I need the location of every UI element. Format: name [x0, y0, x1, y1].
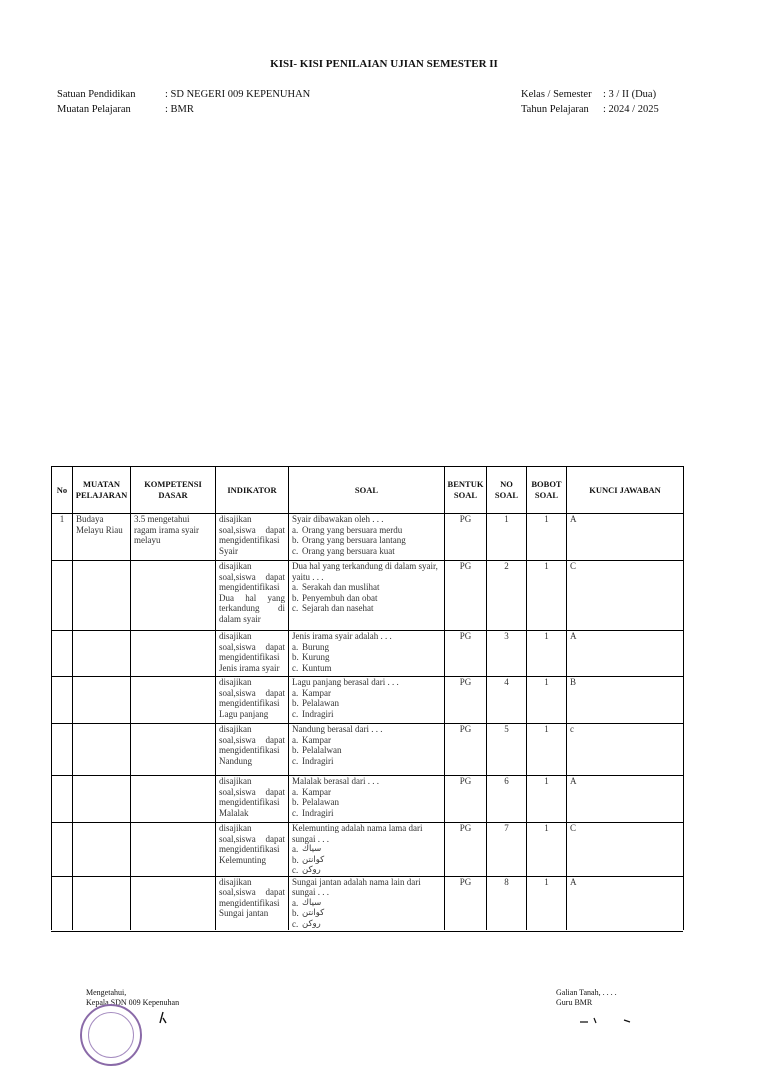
header-bentuk: BENTUK SOAL — [445, 467, 487, 514]
table-row — [52, 724, 684, 776]
school-stamp — [80, 1004, 142, 1066]
answer-option — [292, 808, 441, 819]
meta-value: : BMR — [165, 104, 194, 115]
option-letter: a. — [292, 582, 299, 592]
cell-muatan: Budaya Melayu Riau — [73, 514, 131, 561]
answer-option — [292, 663, 441, 674]
cell-kunci: A — [567, 776, 684, 823]
meta-label: Kelas / Semester — [521, 89, 592, 100]
cell-muatan — [73, 724, 131, 776]
answer-option — [292, 735, 441, 746]
cell-bentuk: PG — [445, 631, 487, 677]
table-header-row — [52, 467, 684, 514]
meta-right — [521, 87, 659, 117]
cell-bobot: 1 — [527, 677, 567, 724]
cell-muatan — [73, 561, 131, 631]
cell-bobot: 1 — [527, 724, 567, 776]
option-text: سياك — [302, 844, 322, 854]
option-text: كوانتن — [302, 908, 325, 918]
answer-option — [292, 898, 441, 909]
meta-row-tahun — [521, 102, 659, 117]
cell-kompetensi — [131, 724, 216, 776]
meta-label: Satuan Pendidikan — [57, 89, 136, 100]
cell-no: 1 — [52, 514, 73, 561]
cell-soal — [289, 823, 445, 877]
option-text: Sejarah dan nasehat — [302, 603, 374, 613]
cell-no — [52, 631, 73, 677]
answer-option — [292, 709, 441, 720]
cell-bobot: 1 — [527, 823, 567, 877]
table-row — [52, 514, 684, 561]
cell-bentuk: PG — [445, 776, 487, 823]
cell-nosoal: 2 — [487, 561, 527, 631]
header-indikator: INDIKATOR — [216, 467, 289, 514]
option-letter: b. — [292, 535, 299, 545]
option-letter: b. — [292, 854, 299, 865]
cell-soal — [289, 677, 445, 724]
cell-muatan — [73, 823, 131, 877]
meta-label: Tahun Pelajaran — [521, 104, 589, 115]
option-text: روكن — [302, 865, 321, 875]
question-text: Kelemunting adalah nama lama dari sungai . . . — [292, 823, 423, 844]
option-letter: a. — [292, 734, 299, 745]
answer-option — [292, 652, 441, 663]
option-letter: a. — [292, 524, 299, 535]
answer-option — [292, 546, 441, 557]
table-row — [52, 776, 684, 823]
question-text: Dua hal yang terkandung di dalam syair, yaitu . . . — [292, 561, 438, 582]
option-text: Penyembuh dan obat — [302, 592, 378, 603]
option-text: كوانتن — [302, 854, 325, 865]
cell-soal — [289, 514, 445, 561]
meta-row-satuan — [57, 87, 310, 102]
cell-no — [52, 677, 73, 724]
option-text: Pelalawan — [302, 797, 339, 807]
table-row — [52, 561, 684, 631]
answer-option — [292, 525, 441, 536]
cell-kunci: A — [567, 876, 684, 930]
option-letter: c. — [292, 865, 299, 875]
answer-option — [292, 688, 441, 699]
option-text: Indragiri — [302, 708, 334, 719]
cell-nosoal: 7 — [487, 823, 527, 877]
cell-kunci: A — [567, 631, 684, 677]
answer-option — [292, 603, 441, 614]
cell-bobot: 1 — [527, 631, 567, 677]
cell-nosoal: 4 — [487, 677, 527, 724]
header-kunci: KUNCI JAWABAN — [567, 467, 684, 514]
cell-nosoal: 6 — [487, 776, 527, 823]
option-letter: c. — [292, 755, 299, 766]
cell-no — [52, 876, 73, 930]
cell-muatan — [73, 677, 131, 724]
meta-left — [57, 87, 310, 117]
cell-indikator: disajikan soal,siswa dapat mengidentifikasi Dua hal yang terkandung di dalam syair — [216, 561, 289, 631]
cell-soal — [289, 776, 445, 823]
header-bobot: BOBOT SOAL — [527, 467, 567, 514]
cell-bentuk: PG — [445, 677, 487, 724]
option-letter: a. — [292, 687, 299, 698]
cell-kompetensi — [131, 677, 216, 724]
table-cut-line — [51, 931, 683, 932]
cell-soal — [289, 724, 445, 776]
cell-kunci: B — [567, 677, 684, 724]
option-letter: b. — [292, 652, 299, 662]
sign-right-line1: Galian Tanah, . . . . — [556, 988, 617, 997]
meta-row-muatan — [57, 102, 310, 117]
header-muatan: MUATAN PELAJARAN — [73, 467, 131, 514]
option-letter: a. — [292, 641, 299, 652]
option-text: سياك — [302, 897, 322, 908]
table-body — [52, 514, 684, 931]
cell-kompetensi — [131, 876, 216, 930]
sign-left-line1: Mengetahui, — [86, 988, 127, 997]
cell-soal — [289, 561, 445, 631]
option-letter: b. — [292, 745, 299, 755]
cell-kompetensi: 3.5 mengetahui ragam irama syair melayu — [131, 514, 216, 561]
cell-indikator: disajikan soal,siswa dapat mengidentifikasi Syair — [216, 514, 289, 561]
option-letter: c. — [292, 603, 299, 613]
signature-right — [556, 988, 617, 1008]
cell-no — [52, 724, 73, 776]
option-letter: b. — [292, 908, 299, 918]
option-letter: b. — [292, 797, 299, 807]
kisi-table-wrapper — [51, 466, 684, 932]
meta-value: : 2024 / 2025 — [603, 104, 659, 115]
cell-indikator: disajikan soal,siswa dapat mengidentifikasi Kelemunting — [216, 823, 289, 877]
option-text: Kurung — [302, 652, 330, 662]
option-letter: a. — [292, 786, 299, 797]
option-text: Kuntum — [302, 662, 332, 673]
cell-bentuk: PG — [445, 823, 487, 877]
header-no: No — [52, 467, 73, 514]
sign-right-line2: Guru BMR — [556, 998, 593, 1007]
table-row — [52, 823, 684, 877]
option-letter: c. — [292, 662, 299, 673]
option-text: Orang yang bersuara kuat — [302, 545, 395, 556]
cell-nosoal: 8 — [487, 876, 527, 930]
cell-indikator: disajikan soal,siswa dapat mengidentifikasi Nandung — [216, 724, 289, 776]
option-letter: a. — [292, 844, 299, 854]
signature-mark-right — [578, 1016, 638, 1024]
option-text: Kampar — [302, 786, 331, 797]
header-nosoal: NO SOAL — [487, 467, 527, 514]
cell-kompetensi — [131, 823, 216, 877]
option-text: Burung — [302, 641, 329, 652]
answer-option — [292, 756, 441, 767]
answer-option — [292, 593, 441, 604]
option-text: Kampar — [302, 734, 331, 745]
question-text: Malalak berasal dari . . . — [292, 776, 379, 786]
cell-no — [52, 776, 73, 823]
option-letter: c. — [292, 708, 299, 719]
cell-muatan — [73, 776, 131, 823]
cell-kunci: C — [567, 823, 684, 877]
answer-option — [292, 642, 441, 653]
answer-option — [292, 919, 441, 930]
document-title: KISI- KISI PENILAIAN UJIAN SEMESTER II — [270, 58, 498, 70]
cell-kunci: c — [567, 724, 684, 776]
cell-bobot: 1 — [527, 514, 567, 561]
question-text: Nandung berasal dari . . . — [292, 724, 383, 734]
sign-left-line2: Kepala SDN 009 Kepenuhan — [86, 998, 180, 1007]
cell-indikator: disajikan soal,siswa dapat mengidentifikasi Malalak — [216, 776, 289, 823]
kisi-table — [51, 466, 684, 930]
signature-mark-left — [154, 1010, 174, 1024]
answer-option — [292, 855, 441, 866]
header-kompetensi: KOMPETENSI DASAR — [131, 467, 216, 514]
option-text: Orang yang bersuara lantang — [302, 535, 406, 545]
meta-value: : SD NEGERI 009 KEPENUHAN — [165, 89, 311, 100]
option-text: Kampar — [302, 687, 331, 698]
meta-value: : 3 / II (Dua) — [603, 89, 657, 100]
table-row — [52, 631, 684, 677]
cell-no — [52, 561, 73, 631]
answer-option — [292, 844, 441, 855]
table-row — [52, 677, 684, 724]
cell-kompetensi — [131, 561, 216, 631]
answer-option — [292, 582, 441, 593]
cell-kompetensi — [131, 776, 216, 823]
cell-nosoal: 5 — [487, 724, 527, 776]
cell-nosoal: 1 — [487, 514, 527, 561]
question-text: Sungai jantan adalah nama lain dari sungai . . . — [292, 876, 421, 897]
option-text: Pelalawan — [302, 698, 339, 708]
cell-kunci: C — [567, 561, 684, 631]
cell-indikator: disajikan soal,siswa dapat mengidentifikasi Sungai jantan — [216, 876, 289, 930]
question-text: Jenis irama syair adalah . . . — [292, 631, 392, 641]
answer-option — [292, 745, 441, 756]
meta-row-kelas — [521, 87, 659, 102]
cell-bentuk: PG — [445, 514, 487, 561]
option-letter: b. — [292, 592, 299, 603]
cell-indikator: disajikan soal,siswa dapat mengidentifikasi Lagu panjang — [216, 677, 289, 724]
question-text: Syair dibawakan oleh . . . — [292, 514, 384, 524]
option-text: Indragiri — [302, 807, 334, 818]
answer-option — [292, 787, 441, 798]
cell-indikator: disajikan soal,siswa dapat mengidentifikasi Jenis irama syair — [216, 631, 289, 677]
cell-bobot: 1 — [527, 561, 567, 631]
cell-bobot: 1 — [527, 876, 567, 930]
cell-no — [52, 823, 73, 877]
cell-bentuk: PG — [445, 876, 487, 930]
option-text: Indragiri — [302, 755, 334, 766]
answer-option — [292, 797, 441, 808]
answer-option — [292, 865, 441, 876]
meta-label: Muatan Pelajaran — [57, 104, 131, 115]
option-text: Pelalalwan — [302, 745, 342, 755]
cell-bentuk: PG — [445, 561, 487, 631]
answer-option — [292, 908, 441, 919]
option-letter: c. — [292, 545, 299, 556]
option-text: روكن — [302, 918, 321, 929]
question-text: Lagu panjang berasal dari . . . — [292, 677, 399, 687]
option-letter: c. — [292, 807, 299, 818]
cell-kompetensi — [131, 631, 216, 677]
option-text: Orang yang bersuara merdu — [302, 524, 403, 535]
option-letter: b. — [292, 698, 299, 708]
answer-option — [292, 698, 441, 709]
cell-soal — [289, 631, 445, 677]
cell-nosoal: 3 — [487, 631, 527, 677]
option-letter: c. — [292, 918, 299, 929]
cell-muatan — [73, 631, 131, 677]
cell-bobot: 1 — [527, 776, 567, 823]
table-row — [52, 876, 684, 930]
option-text: Serakah dan muslihat — [302, 582, 380, 592]
cell-kunci: A — [567, 514, 684, 561]
answer-option — [292, 535, 441, 546]
option-letter: a. — [292, 897, 299, 908]
cell-soal — [289, 876, 445, 930]
cell-muatan — [73, 876, 131, 930]
stamp-inner-ring — [88, 1012, 134, 1058]
cell-bentuk: PG — [445, 724, 487, 776]
header-soal: SOAL — [289, 467, 445, 514]
